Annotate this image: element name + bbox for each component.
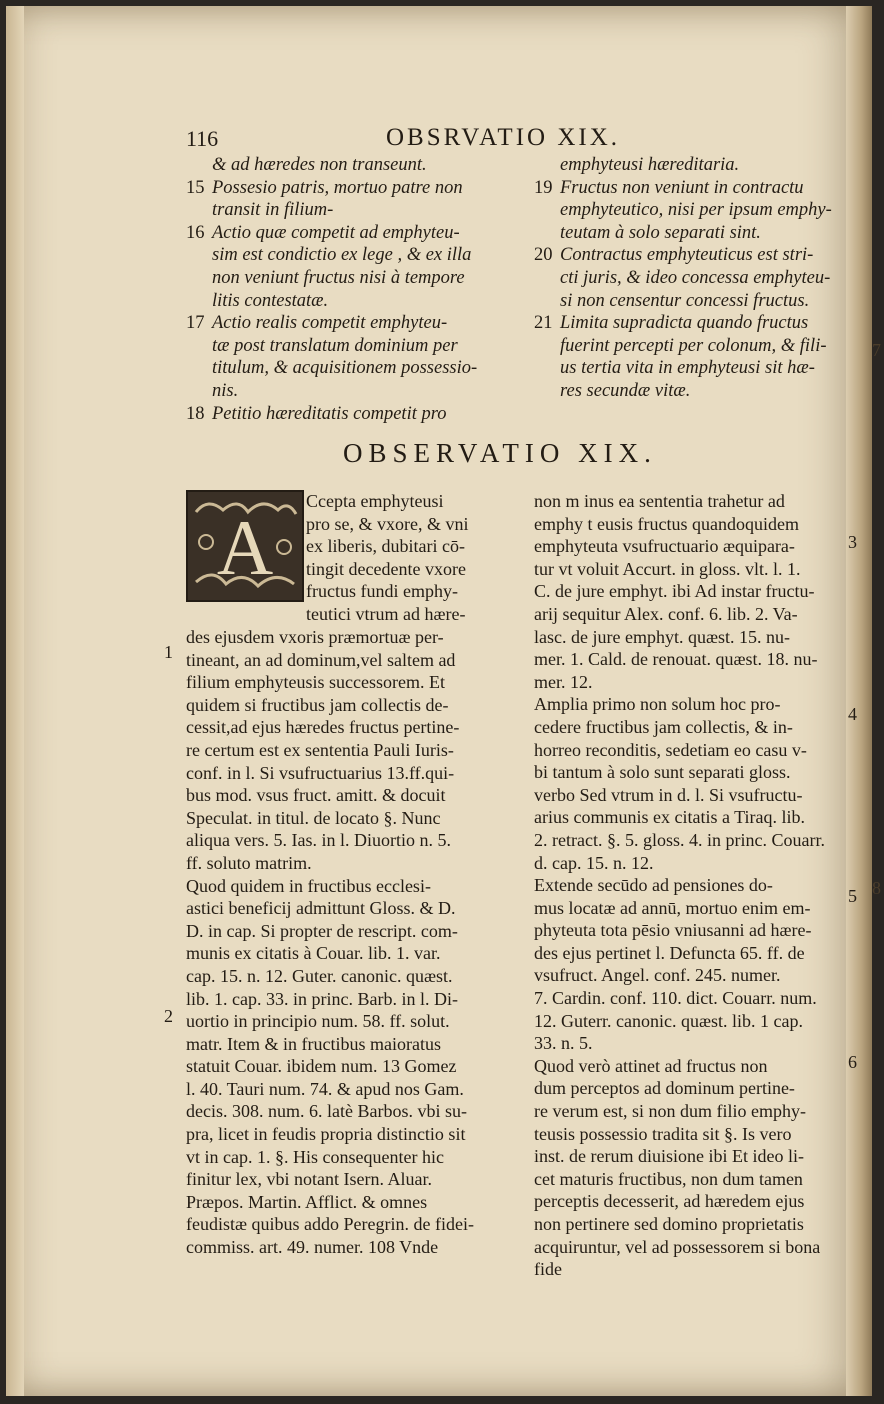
text-line: munis ex citatis à Couar. lib. 1. var. (186, 943, 441, 964)
book-page (6, 6, 881, 1396)
text-line: Extende secūdo ad pensiones do- (534, 875, 773, 896)
summary-text: res secundæ vitæ. (560, 380, 691, 401)
summary-text: sim est condictio ex lege , & ex illa (212, 245, 472, 266)
summary-line (186, 335, 516, 358)
text-line: commiss. art. 49. numer. 108 Vnde (186, 1237, 439, 1258)
text-line: d. cap. 15. n. 12. (534, 852, 654, 873)
text-line: 12. Guterr. canonic. quæst. lib. 1 cap. (534, 1010, 803, 1031)
summary-right-column (534, 154, 854, 403)
summary-number: 19 (534, 177, 553, 198)
text-line: tineant, an ad dominum,vel saltem ad (186, 649, 456, 670)
margin-number-5: 5 (848, 886, 857, 906)
text-line: emphyteuta vsufructuario æquipara- (534, 536, 795, 557)
text-line: feudistæ quibus addo Peregrin. de fidei- (186, 1214, 474, 1235)
text-line: inst. de rerum diuisione ibi Et ideo li- (534, 1146, 804, 1167)
running-head: OBSRVATIO XIX. (386, 124, 621, 151)
summary-text: Possesio patris, mortuo patre non (212, 177, 463, 198)
text-line: vt in cap. 1. §. His consequenter hic (186, 1146, 444, 1167)
decorative-initial-icon (188, 492, 302, 600)
body-left-column (186, 626, 521, 1259)
summary-line (186, 380, 516, 403)
text-line: 33. n. 5. (534, 1033, 593, 1054)
summary-text: Contractus emphyteuticus est stri- (560, 245, 814, 266)
page-number: 116 (186, 126, 219, 151)
text-line: lasc. de jure emphyt. quæst. 15. nu- (534, 626, 790, 647)
text-line: Quod quidem in fructibus ecclesi- (186, 875, 431, 896)
text-line: Amplia primo non solum hoc pro- (534, 694, 781, 715)
svg-text:A: A (216, 504, 274, 591)
margin-number-6: 6 (848, 1052, 857, 1072)
summary-number: 20 (534, 245, 553, 266)
summary-line (186, 267, 516, 290)
summary-line (186, 357, 516, 380)
text-line: Quod verò attinet ad fructus non (534, 1055, 768, 1076)
text-line: bi tantum à solo sunt separati gloss. (534, 762, 791, 783)
text-line: emphy t eusis fructus quandoquidem (534, 513, 799, 534)
edge-number-7: 7 (872, 340, 881, 360)
text-line: cessit,ad ejus hæredes fructus pertine- (186, 717, 460, 738)
summary-line (534, 244, 854, 267)
summary-line (186, 403, 516, 426)
text-line: cedere fructibus jam collectis, & in- (534, 716, 793, 737)
summary-line (534, 222, 854, 245)
margin-number-2: 2 (164, 1006, 173, 1026)
text-line: tingit decedente vxore (306, 558, 466, 579)
summary-line (534, 177, 854, 200)
text-line: mer. 1. Cald. de renouat. quæst. 18. nu- (534, 649, 818, 670)
text-line: verbo Sed vtrum in d. l. Si vsufructu- (534, 784, 803, 805)
text-line: bus mod. vsus fruct. amitt. & docuit (186, 785, 446, 806)
summary-text: nis. (212, 380, 239, 401)
text-line: l. 40. Tauri num. 74. & apud nos Gam. (186, 1078, 464, 1099)
ornamental-initial (186, 490, 304, 602)
summary-line (186, 222, 516, 245)
summary-number: 21 (534, 313, 553, 334)
summary-line (186, 312, 516, 335)
margin-number-3: 3 (848, 532, 857, 552)
text-line: teutici vtrum ad hære- (306, 603, 466, 624)
text-line: Ccepta emphyteusi (306, 491, 444, 511)
text-line: dum perceptos ad dominum pertine- (534, 1078, 795, 1099)
summary-text: Actio realis competit emphyteu- (212, 313, 448, 334)
summary-text: emphyteutico, nisi per ipsum emphy- (560, 200, 832, 221)
summary-text: si non censentur concessi fructus. (560, 290, 810, 311)
text-line: re certum est ex sententia Pauli Iuris- (186, 739, 454, 760)
text-line: perceptis decesserit, ad hæredem ejus (534, 1191, 805, 1212)
text-line: 7. Cardin. conf. 110. dict. Couarr. num. (534, 988, 817, 1009)
summary-text: teutam à solo separati sint. (560, 222, 761, 243)
text-line: matr. Item & in fructibus maioratus (186, 1033, 441, 1054)
text-line: aliqua vers. 5. Ias. in l. Diuortio n. 5. (186, 830, 451, 851)
text-line: pro se, & vxore, & vni (306, 513, 469, 534)
text-line: uortio in principio num. 58. ff. solut. (186, 1011, 450, 1032)
summary-line (534, 199, 854, 222)
text-line: astici beneficij admittunt Gloss. & D. (186, 898, 456, 919)
text-line: ex liberis, dubitari cō- (306, 536, 465, 557)
body-right-column (534, 490, 854, 1281)
text-line: finitur lex, vbi notant Isern. Aluar. (186, 1169, 432, 1190)
summary-text: tæ post translatum dominium per (212, 335, 458, 356)
summary-text: cti juris, & ideo concessa emphyteu- (560, 267, 831, 288)
summary-text: Actio quæ competit ad emphyteu- (212, 222, 460, 243)
summary-text: non veniunt fructus nisi à tempore (212, 267, 465, 288)
summary-left-column (186, 154, 516, 425)
text-line: non pertinere sed domino proprietatis (534, 1214, 804, 1234)
text-line: D. in cap. Si propter de rescript. com- (186, 920, 458, 941)
page-header (186, 120, 846, 154)
summary-line (186, 244, 516, 267)
summary-text: titulum, & acquisitionem possessio- (212, 358, 478, 379)
summary-text: & ad hæredes non transeunt. (212, 155, 427, 175)
summary-line (534, 312, 854, 335)
text-line: acquiruntur, vel ad possessorem si bona (534, 1236, 821, 1257)
summary-line (534, 267, 854, 290)
text-line: des ejus pertinet l. Defuncta 65. ff. de (534, 942, 805, 963)
text-line: cap. 15. n. 12. Guter. canonic. quæst. (186, 965, 453, 986)
text-line: phyteuta tota pēsio vniusanni ad hære- (534, 920, 812, 941)
summary-text: litis contestatæ. (212, 290, 329, 311)
summary-line (534, 154, 854, 177)
text-line: fide (534, 1259, 562, 1280)
text-line: tur vt voluit Accurt. in gloss. vlt. l. 1. (534, 558, 801, 579)
summary-line (534, 335, 854, 358)
summary-text: Petitio hæreditatis competit pro (212, 403, 447, 424)
text-line: filium emphyteusis successorem. Et (186, 672, 445, 693)
text-line: pra, licet in feudis propria distinctio sit (186, 1124, 466, 1145)
summary-text: us tertia vita in emphyteusi sit hæ- (560, 358, 815, 379)
text-line: fructus fundi emphy- (306, 581, 458, 602)
text-line: cet maturis fructibus, non dum tamen (534, 1168, 803, 1189)
margin-number-1: 1 (164, 642, 173, 662)
summary-line (186, 290, 516, 313)
text-line: arij sequitur Alex. conf. 6. lib. 2. Va- (534, 603, 798, 624)
text-line: re verum est, si non dum filio emphy- (534, 1101, 806, 1122)
summary-text: emphyteusi hæreditaria. (560, 155, 740, 175)
summary-line (186, 177, 516, 200)
margin-number-4: 4 (848, 704, 857, 724)
summary-number: 18 (186, 403, 205, 424)
text-line: lib. 1. cap. 33. in princ. Barb. in l. Di- (186, 988, 458, 1009)
text-line: Speculat. in titul. de locato §. Nunc (186, 807, 441, 828)
section-title: OBSERVATIO XIX. (343, 438, 657, 468)
summary-line (534, 380, 854, 403)
text-line: decis. 308. num. 6. latè Barbos. vbi su- (186, 1101, 467, 1122)
text-line: arius communis ex citatis a Tiraq. lib. (534, 807, 805, 828)
summary-number: 15 (186, 177, 205, 198)
summary-number: 17 (186, 313, 205, 334)
text-line: vsufruct. Angel. conf. 245. numer. (534, 965, 781, 986)
text-line: non m inus ea sententia trahetur ad (534, 491, 785, 511)
text-line: mus locatæ ad annū, mortuo enim em- (534, 897, 811, 918)
edge-number-8: 8 (872, 878, 881, 898)
text-line: mer. 12. (534, 671, 593, 692)
summary-line (186, 154, 516, 177)
summary-line (186, 199, 516, 222)
body-left-top (306, 490, 518, 626)
text-line: Præpos. Martin. Afflict. & omnes (186, 1191, 428, 1212)
summary-text: transit in filium- (212, 200, 334, 221)
text-line: conf. in l. Si vsufructuarius 13.ff.qui- (186, 762, 455, 783)
text-line: quidem si fructibus jam collectis de- (186, 694, 449, 715)
page-gutter (6, 6, 24, 1396)
text-line: C. de jure emphyt. ibi Ad instar fructu- (534, 581, 815, 602)
text-line: statuit Couar. ibidem num. 13 Gomez (186, 1056, 457, 1077)
summary-text: Fructus non veniunt in contractu (560, 177, 804, 198)
text-line: 2. retract. §. 5. gloss. 4. in princ. Couarr. (534, 829, 825, 850)
text-line: des ejusdem vxoris præmortuæ per- (186, 627, 444, 647)
text-line: horreo reconditis, sedetiam eo casu v- (534, 739, 807, 760)
text-line: ff. soluto matrim. (186, 852, 312, 873)
summary-line (534, 290, 854, 313)
text-line: teusis possessio tradita sit §. Is vero (534, 1123, 792, 1144)
summary-line (534, 357, 854, 380)
summary-number: 16 (186, 222, 205, 243)
summary-text: fuerint percepti per colonum, & fili- (560, 335, 827, 356)
summary-text: Limita supradicta quando fructus (560, 313, 809, 334)
